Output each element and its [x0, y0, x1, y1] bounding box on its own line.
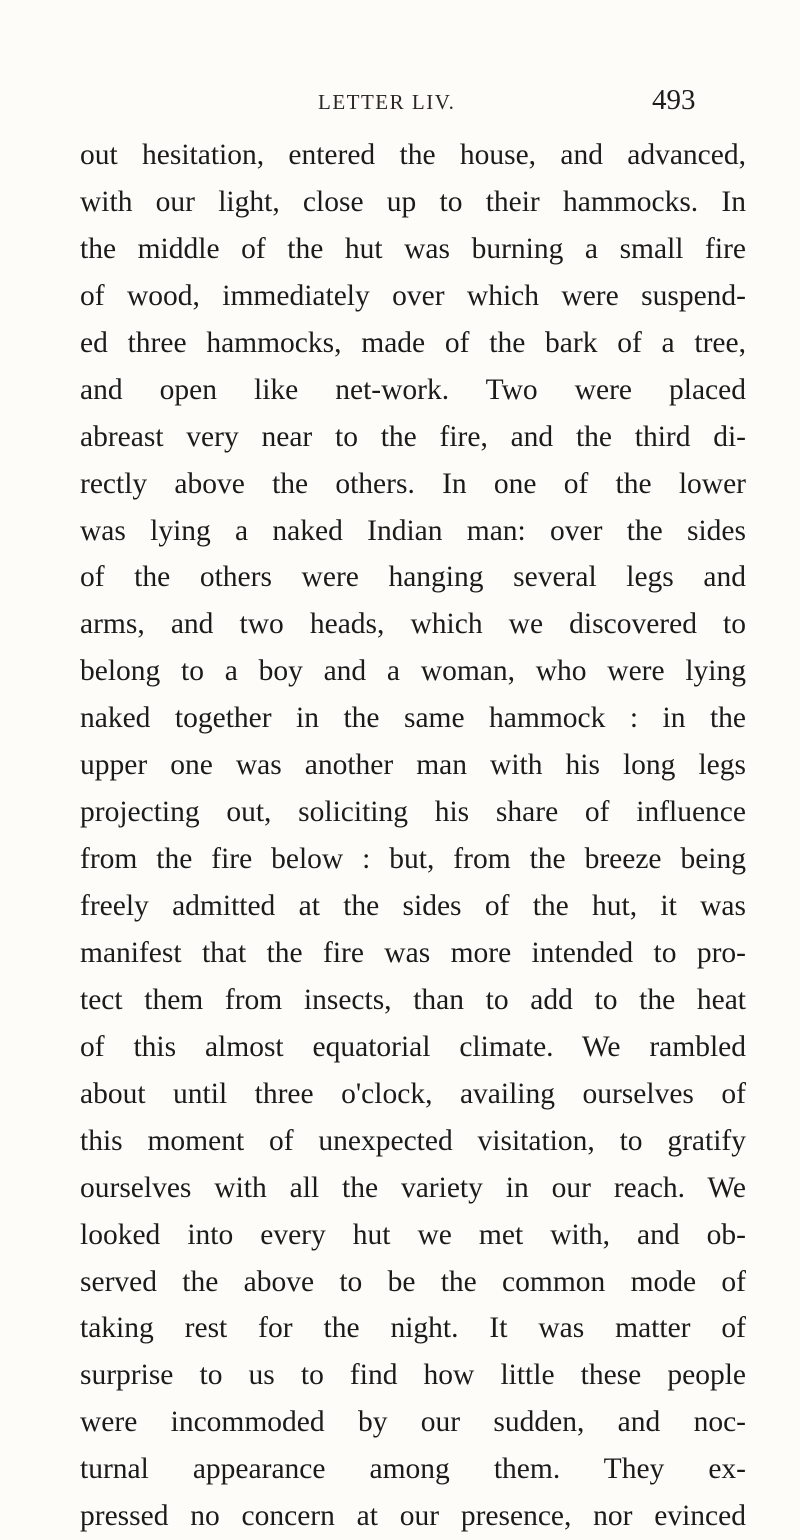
text-line: turnal appearance among them. They ex- — [80, 1453, 746, 1486]
text-line: surprise to us to find how little these people — [80, 1359, 746, 1392]
text-line: were incommoded by our sudden, and noc- — [80, 1406, 746, 1439]
text-line: abreast very near to the fire, and the third di- — [80, 420, 746, 453]
text-line: from the fire below : but, from the breeze being — [80, 843, 746, 876]
text-line: upper one was another man with his long legs — [80, 749, 746, 782]
text-line: of this almost equatorial climate. We rambled — [80, 1030, 746, 1063]
running-head: LETTER LIV. — [318, 90, 456, 114]
text-line: this moment of unexpected visitation, to gratify — [80, 1124, 746, 1157]
page-number: 493 — [652, 84, 696, 116]
text-line: served the above to be the common mode of — [80, 1265, 746, 1298]
text-line: looked into every hut we met with, and ob- — [80, 1218, 746, 1251]
text-line: ed three hammocks, made of the bark of a tree, — [80, 326, 746, 359]
text-line: of the others were hanging several legs and — [80, 561, 746, 594]
text-line: the middle of the hut was burning a small fire — [80, 232, 746, 265]
text-line: and open like net-work. Two were placed — [80, 373, 746, 406]
text-line: freely admitted at the sides of the hut, it was — [80, 890, 746, 922]
text-line: pressed no concern at our presence, nor evinced — [80, 1500, 746, 1533]
text-line: arms, and two heads, which we discovered to — [80, 608, 746, 641]
text-line: naked together in the same hammock : in the — [80, 702, 746, 735]
text-line: taking rest for the night. It was matter of — [80, 1312, 746, 1345]
text-line: was lying a naked Indian man: over the sides — [80, 514, 746, 547]
text-line: projecting out, soliciting his share of influence — [80, 796, 746, 829]
text-line: manifest that the fire was more intended to pro- — [80, 936, 746, 969]
page-header — [0, 82, 800, 122]
text-line: about until three o'clock, availing ourselves of — [80, 1077, 746, 1110]
text-line: out hesitation, entered the house, and advanced, — [80, 139, 746, 171]
text-line: ourselves with all the variety in our reach. We — [80, 1171, 746, 1204]
body-text — [80, 132, 746, 1540]
text-line: of wood, immediately over which were suspend- — [80, 279, 746, 312]
text-line: with our light, close up to their hammocks. In — [80, 185, 746, 218]
text-line: rectly above the others. In one of the lower — [80, 467, 746, 500]
text-line: tect them from insects, than to add to the heat — [80, 983, 746, 1016]
text-line: belong to a boy and a woman, who were lying — [80, 655, 746, 688]
